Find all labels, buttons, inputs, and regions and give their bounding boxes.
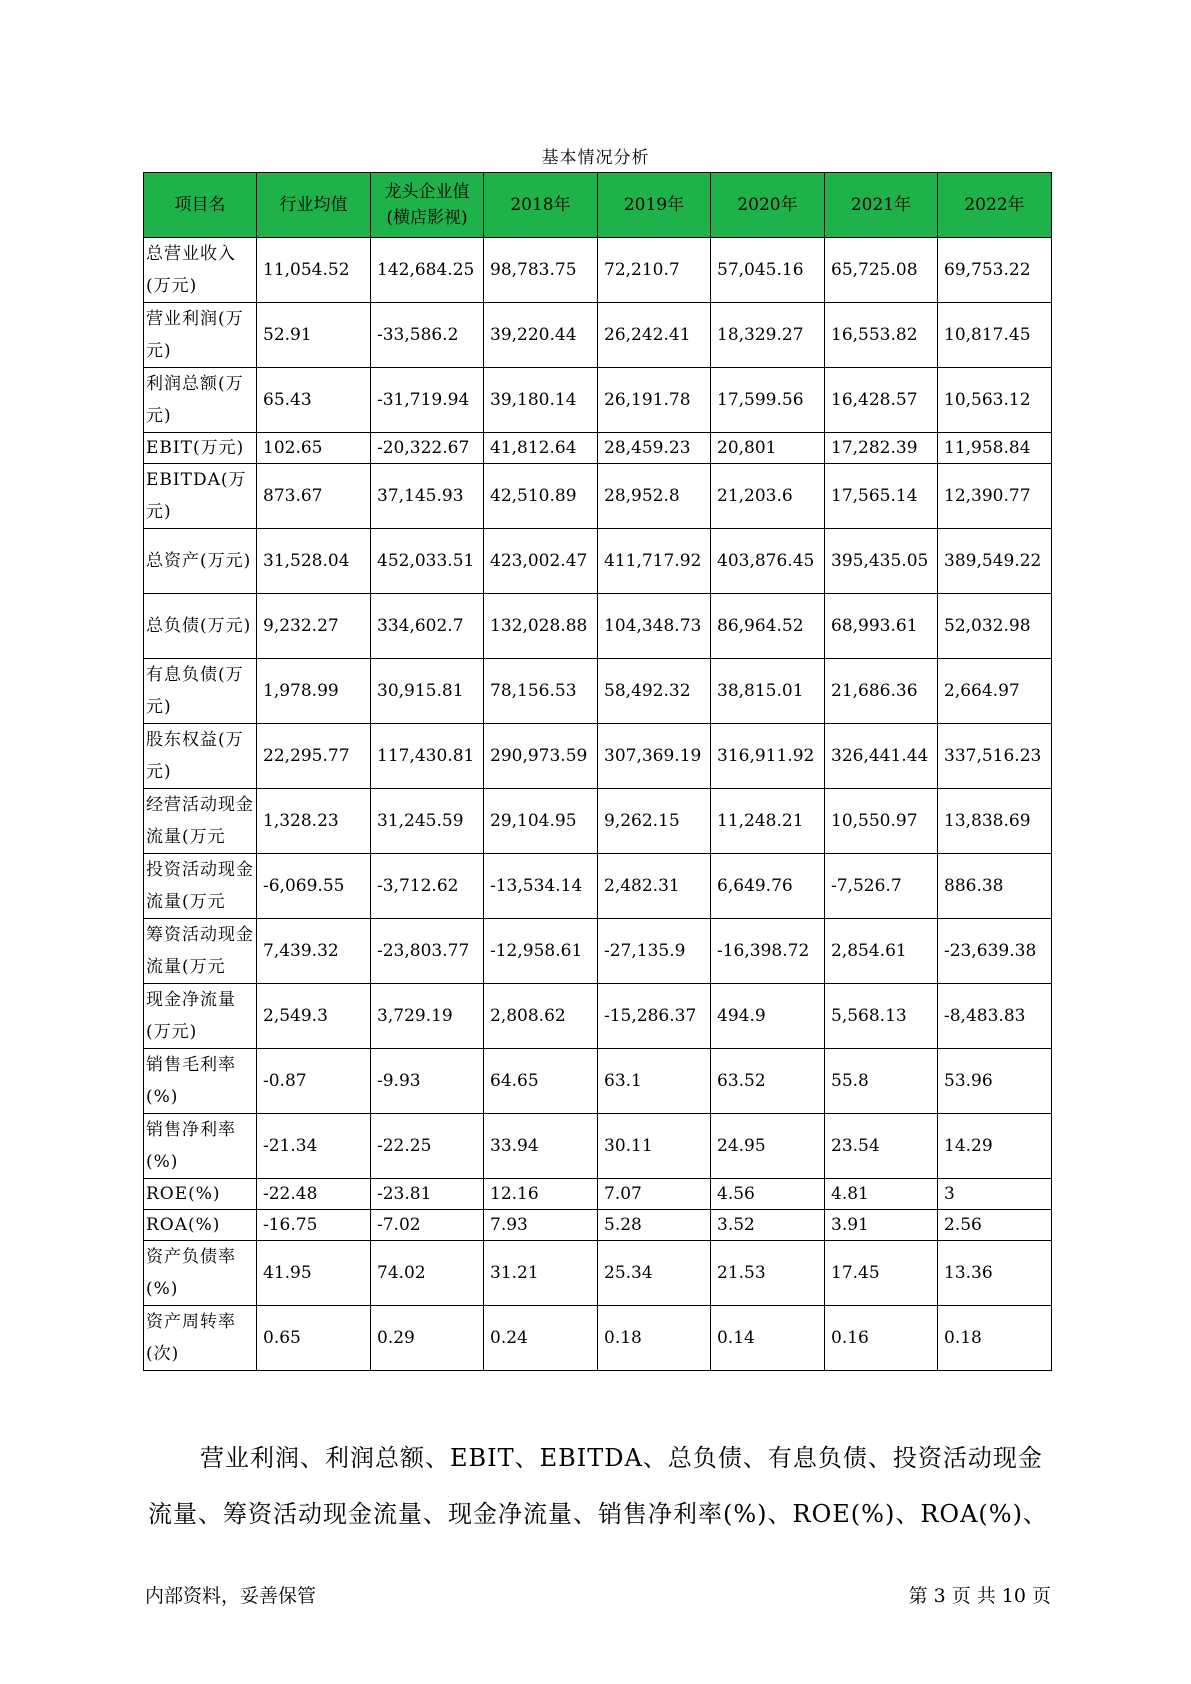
table-cell: 11,248.21: [711, 789, 825, 854]
table-cell: 39,180.14: [484, 368, 598, 433]
row-label: 总负债(万元): [144, 594, 257, 659]
table-cell: 5.28: [598, 1210, 711, 1241]
table-cell: 74.02: [371, 1241, 484, 1306]
table-cell: 31,528.04: [257, 529, 371, 594]
row-label: 资产负债率(%): [144, 1241, 257, 1306]
table-cell: -22.25: [371, 1114, 484, 1179]
row-label: 投资活动现金流量(万元: [144, 854, 257, 919]
footer-confidential-note: 内部资料，妥善保管: [145, 1585, 317, 1607]
table-cell: 7,439.32: [257, 919, 371, 984]
table-cell: 33.94: [484, 1114, 598, 1179]
table-cell: 0.18: [938, 1306, 1052, 1371]
table-cell: 0.24: [484, 1306, 598, 1371]
table-cell: -27,135.9: [598, 919, 711, 984]
table-row: [144, 1306, 1052, 1371]
table-cell: 23.54: [825, 1114, 938, 1179]
financial-table: [143, 172, 1052, 1371]
table-cell: 0.18: [598, 1306, 711, 1371]
table-cell: 26,242.41: [598, 303, 711, 368]
table-cell: 21,686.36: [825, 659, 938, 724]
table-cell: -33,586.2: [371, 303, 484, 368]
table-cell: 3: [938, 1179, 1052, 1210]
table-cell: 0.16: [825, 1306, 938, 1371]
table-cell: 65.43: [257, 368, 371, 433]
table-row: [144, 1241, 1052, 1306]
table-cell: 9,262.15: [598, 789, 711, 854]
table-cell: -7,526.7: [825, 854, 938, 919]
table-cell: 326,441.44: [825, 724, 938, 789]
table-cell: 12,390.77: [938, 464, 1052, 529]
table-cell: 886.38: [938, 854, 1052, 919]
table-cell: 10,817.45: [938, 303, 1052, 368]
table-cell: 26,191.78: [598, 368, 711, 433]
table-cell: 17,282.39: [825, 433, 938, 464]
table-row: [144, 594, 1052, 659]
row-label: 销售净利率(%): [144, 1114, 257, 1179]
table-cell: 63.1: [598, 1049, 711, 1114]
row-label: ROE(%): [144, 1179, 257, 1210]
row-label: 总资产(万元): [144, 529, 257, 594]
table-cell: 64.65: [484, 1049, 598, 1114]
row-label: 利润总额(万元): [144, 368, 257, 433]
table-cell: 337,516.23: [938, 724, 1052, 789]
table-cell: -7.02: [371, 1210, 484, 1241]
table-cell: 117,430.81: [371, 724, 484, 789]
table-cell: 30.11: [598, 1114, 711, 1179]
table-cell: 41.95: [257, 1241, 371, 1306]
table-cell: -31,719.94: [371, 368, 484, 433]
table-cell: 22,295.77: [257, 724, 371, 789]
table-cell: -16,398.72: [711, 919, 825, 984]
table-cell: 21,203.6: [711, 464, 825, 529]
table-row: [144, 724, 1052, 789]
table-cell: 307,369.19: [598, 724, 711, 789]
body-paragraph: 营业利润、利润总额、EBIT、EBITDA、总负债、有息负债、投资活动现金流量、筹资活动现金流量、现金净流量、销售净利率(%)、ROE(%)、ROA(%)、: [148, 1444, 1048, 1528]
table-cell: 52.91: [257, 303, 371, 368]
column-header: 项目名: [144, 173, 257, 238]
table-cell: -23,639.38: [938, 919, 1052, 984]
table-cell: 63.52: [711, 1049, 825, 1114]
row-label: 股东权益(万元): [144, 724, 257, 789]
table-row: [144, 1210, 1052, 1241]
table-cell: 0.29: [371, 1306, 484, 1371]
table-cell: 98,783.75: [484, 238, 598, 303]
table-cell: 24.95: [711, 1114, 825, 1179]
table-cell: 25.34: [598, 1241, 711, 1306]
row-label: 总营业收入(万元): [144, 238, 257, 303]
column-header: 2020年: [711, 173, 825, 238]
table-cell: -23.81: [371, 1179, 484, 1210]
table-cell: -9.93: [371, 1049, 484, 1114]
table-cell: 389,549.22: [938, 529, 1052, 594]
table-cell: 4.56: [711, 1179, 825, 1210]
row-label: EBIT(万元): [144, 433, 257, 464]
table-cell: 16,553.82: [825, 303, 938, 368]
table-cell: 4.81: [825, 1179, 938, 1210]
table-cell: -21.34: [257, 1114, 371, 1179]
table-row: [144, 238, 1052, 303]
row-label: 有息负债(万元): [144, 659, 257, 724]
table-cell: 72,210.7: [598, 238, 711, 303]
table-cell: 17,599.56: [711, 368, 825, 433]
table-cell: -0.87: [257, 1049, 371, 1114]
table-cell: 334,602.7: [371, 594, 484, 659]
column-header: 行业均值: [257, 173, 371, 238]
table-caption: 基本情况分析: [541, 148, 650, 168]
table-cell: 65,725.08: [825, 238, 938, 303]
table-row: [144, 1179, 1052, 1210]
column-header: 龙头企业值(横店影视): [371, 173, 484, 238]
table-cell: 18,329.27: [711, 303, 825, 368]
table-cell: 0.14: [711, 1306, 825, 1371]
table-row: [144, 854, 1052, 919]
table-cell: 6,649.76: [711, 854, 825, 919]
row-label: EBITDA(万元): [144, 464, 257, 529]
table-cell: -20,322.67: [371, 433, 484, 464]
table-cell: 11,958.84: [938, 433, 1052, 464]
table-cell: 16,428.57: [825, 368, 938, 433]
table-row: [144, 303, 1052, 368]
table-row: [144, 368, 1052, 433]
table-cell: 2.56: [938, 1210, 1052, 1241]
table-cell: 28,952.8: [598, 464, 711, 529]
table-cell: -23,803.77: [371, 919, 484, 984]
table-cell: 3.52: [711, 1210, 825, 1241]
table-cell: 13.36: [938, 1241, 1052, 1306]
row-label: ROA(%): [144, 1210, 257, 1241]
table-cell: -3,712.62: [371, 854, 484, 919]
table-cell: 494.9: [711, 984, 825, 1049]
table-cell: 69,753.22: [938, 238, 1052, 303]
table-cell: 411,717.92: [598, 529, 711, 594]
table-cell: 28,459.23: [598, 433, 711, 464]
table-cell: 57,045.16: [711, 238, 825, 303]
table-cell: 142,684.25: [371, 238, 484, 303]
row-label: 销售毛利率(%): [144, 1049, 257, 1114]
table-cell: 17,565.14: [825, 464, 938, 529]
table-cell: 0.65: [257, 1306, 371, 1371]
column-header: 2019年: [598, 173, 711, 238]
table-header-row: [144, 173, 1052, 238]
table-cell: 102.65: [257, 433, 371, 464]
table-cell: 58,492.32: [598, 659, 711, 724]
table-cell: 29,104.95: [484, 789, 598, 854]
table-cell: 403,876.45: [711, 529, 825, 594]
table-cell: 3,729.19: [371, 984, 484, 1049]
table-cell: -6,069.55: [257, 854, 371, 919]
table-cell: 86,964.52: [711, 594, 825, 659]
table-cell: 17.45: [825, 1241, 938, 1306]
table-cell: 2,854.61: [825, 919, 938, 984]
table-cell: 290,973.59: [484, 724, 598, 789]
table-cell: 132,028.88: [484, 594, 598, 659]
table-cell: 52,032.98: [938, 594, 1052, 659]
table-cell: 10,550.97: [825, 789, 938, 854]
table-cell: 3.91: [825, 1210, 938, 1241]
table-cell: 7.93: [484, 1210, 598, 1241]
table-row: [144, 919, 1052, 984]
table-row: [144, 984, 1052, 1049]
table-cell: 11,054.52: [257, 238, 371, 303]
table-cell: 316,911.92: [711, 724, 825, 789]
table-cell: -16.75: [257, 1210, 371, 1241]
table-row: [144, 433, 1052, 464]
table-row: [144, 659, 1052, 724]
table-cell: 78,156.53: [484, 659, 598, 724]
table-cell: 5,568.13: [825, 984, 938, 1049]
table-cell: 2,549.3: [257, 984, 371, 1049]
table-cell: 395,435.05: [825, 529, 938, 594]
table-cell: 7.07: [598, 1179, 711, 1210]
table-cell: 2,482.31: [598, 854, 711, 919]
table-cell: 452,033.51: [371, 529, 484, 594]
footer-page-number: 第 3 页 共 10 页: [908, 1585, 1051, 1607]
table-row: [144, 789, 1052, 854]
table-cell: 13,838.69: [938, 789, 1052, 854]
table-cell: 21.53: [711, 1241, 825, 1306]
table-row: [144, 464, 1052, 529]
column-header: 2018年: [484, 173, 598, 238]
table-cell: 104,348.73: [598, 594, 711, 659]
table-cell: 31.21: [484, 1241, 598, 1306]
table-cell: 12.16: [484, 1179, 598, 1210]
table-cell: 37,145.93: [371, 464, 484, 529]
table-cell: 423,002.47: [484, 529, 598, 594]
table-row: [144, 1114, 1052, 1179]
row-label: 资产周转率(次): [144, 1306, 257, 1371]
table-cell: -13,534.14: [484, 854, 598, 919]
row-label: 营业利润(万元): [144, 303, 257, 368]
table-cell: 31,245.59: [371, 789, 484, 854]
table-cell: 9,232.27: [257, 594, 371, 659]
table-cell: -15,286.37: [598, 984, 711, 1049]
table-cell: 2,808.62: [484, 984, 598, 1049]
column-header: 2021年: [825, 173, 938, 238]
table-cell: -12,958.61: [484, 919, 598, 984]
table-cell: 20,801: [711, 433, 825, 464]
table-cell: 14.29: [938, 1114, 1052, 1179]
table-cell: 42,510.89: [484, 464, 598, 529]
table-body: [144, 238, 1052, 1371]
table-cell: 873.67: [257, 464, 371, 529]
table-cell: -8,483.83: [938, 984, 1052, 1049]
row-label: 经营活动现金流量(万元: [144, 789, 257, 854]
row-label: 筹资活动现金流量(万元: [144, 919, 257, 984]
table-cell: 38,815.01: [711, 659, 825, 724]
table-row: [144, 1049, 1052, 1114]
table-cell: 55.8: [825, 1049, 938, 1114]
row-label: 现金净流量(万元): [144, 984, 257, 1049]
table-cell: 10,563.12: [938, 368, 1052, 433]
table-cell: 53.96: [938, 1049, 1052, 1114]
table-cell: 1,328.23: [257, 789, 371, 854]
table-cell: 41,812.64: [484, 433, 598, 464]
table-cell: 39,220.44: [484, 303, 598, 368]
table-cell: 30,915.81: [371, 659, 484, 724]
table-cell: -22.48: [257, 1179, 371, 1210]
column-header: 2022年: [938, 173, 1052, 238]
table-row: [144, 529, 1052, 594]
table-cell: 1,978.99: [257, 659, 371, 724]
table-cell: 2,664.97: [938, 659, 1052, 724]
table-cell: 68,993.61: [825, 594, 938, 659]
